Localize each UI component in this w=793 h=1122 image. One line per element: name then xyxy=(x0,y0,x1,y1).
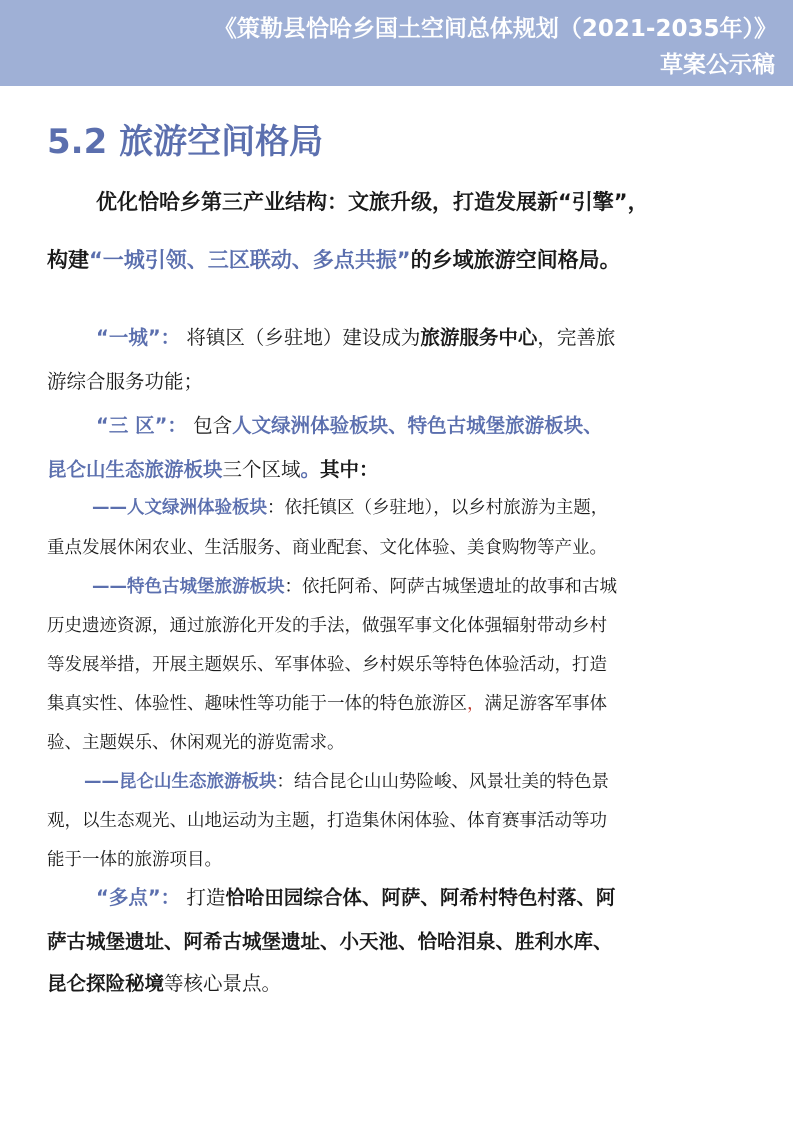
block1-line-1 xyxy=(92,494,792,519)
duodian-line-2: 萨古城堡遗址、阿希古城堡遗址、小天池、恰哈泪泉、胜利水库、 xyxy=(47,930,613,953)
sanqu-label: “三 区”： xyxy=(96,414,187,437)
sanqu-text-2: 三个区域 xyxy=(222,458,301,481)
sanqu-highlight-2: 昆仑山生态旅游板块 xyxy=(47,458,223,481)
block2-line-5: 验、主题娱乐、休闲观光的游览需求。 xyxy=(47,733,345,753)
sanqu-highlight-1: 人文绿洲体验板块、特色古城堡旅游板块、 xyxy=(232,414,603,437)
block3-text-1: ：结合昆仑山山势险峻、风景壮美的特色景 xyxy=(276,772,609,792)
sanqu-text-1: 包含 xyxy=(193,414,233,437)
yicheng-text-1: 将镇区（乡驻地）建设成为 xyxy=(186,326,421,349)
duodian-line-3 xyxy=(47,968,747,996)
block2-line-3: 等发展举措，开展主题娱乐、军事体验、乡村娱乐等特色体验活动，打造 xyxy=(47,655,607,675)
yicheng-label: “一城”： xyxy=(96,326,181,349)
block1-dash: —— xyxy=(92,498,127,518)
block2-line-4b: 满足游客军事体 xyxy=(484,694,607,714)
block2-text-1: ：依托阿希、阿萨古城堡遗址的故事和古城 xyxy=(284,577,617,597)
block1-line-2: 重点发展休闲农业、生活服务、商业配套、文化体验、美食购物等产业。 xyxy=(47,538,607,558)
block3-line-2: 观，以生态观光、山地运动为主题，打造集休闲体验、体育赛事活动等功 xyxy=(47,811,607,831)
duodian-bold-3: 昆仑探险秘境 xyxy=(47,972,165,995)
block2-dash: —— xyxy=(92,577,127,597)
yicheng-bold: 旅游服务中心 xyxy=(420,326,538,349)
duodian-text-2: 等核心景点。 xyxy=(164,972,282,995)
block1-text-1: ：依托镇区（乡驻地），以乡村旅游为主题， xyxy=(267,498,609,518)
yicheng-text-2: ，完善旅 xyxy=(537,326,616,349)
sanqu-period: 。 xyxy=(300,458,321,481)
intro-line-1: 优化恰哈乡第三产业结构：文旅升级，打造发展新“引擎”， xyxy=(96,190,649,214)
block3-name: 昆仑山生态旅游板块 xyxy=(119,772,277,792)
intro-prefix: 构建 xyxy=(47,248,89,272)
block3-line-1 xyxy=(84,768,784,793)
block2-comma: ， xyxy=(467,694,485,714)
yicheng-line-2: 游综合服务功能； xyxy=(47,370,204,393)
duodian-bold-1: 恰哈田园综合体、阿萨、阿希村特色村落、阿 xyxy=(225,886,616,909)
intro-line-2 xyxy=(47,244,747,274)
block2-name: 特色古城堡旅游板块 xyxy=(127,577,285,597)
duodian-label: “多点”： xyxy=(96,886,181,909)
intro-suffix: 的乡域旅游空间格局。 xyxy=(410,248,621,272)
block2-line-4a: 集真实性、体验性、趣味性等功能于一体的特色旅游区 xyxy=(47,694,467,714)
block1-name: 人文绿洲体验板块 xyxy=(127,498,267,518)
block3-dash: —— xyxy=(84,772,119,792)
yicheng-line-1 xyxy=(96,322,793,350)
sanqu-bold: 其中： xyxy=(320,458,379,481)
block2-line-4 xyxy=(47,690,747,715)
sanqu-line-2 xyxy=(47,454,747,482)
document-subtitle: 草案公示稿 xyxy=(660,52,775,78)
block2-line-1 xyxy=(92,573,792,598)
section-title: 5.2 旅游空间格局 xyxy=(47,122,324,162)
document-header xyxy=(0,0,793,86)
block2-line-2: 历史遗迹资源，通过旅游化开发的手法，做强军事文化体强辐射带动乡村 xyxy=(47,616,607,636)
document-title: 《策勒县恰哈乡国土空间总体规划（2021-2035年）》 xyxy=(213,16,777,42)
duodian-text-1: 打造 xyxy=(186,886,226,909)
sanqu-line-1 xyxy=(96,410,793,438)
intro-highlight: “一城引领、三区联动、多点共振” xyxy=(89,248,411,272)
duodian-line-1 xyxy=(96,882,793,910)
block3-line-3: 能于一体的旅游项目。 xyxy=(47,850,222,870)
